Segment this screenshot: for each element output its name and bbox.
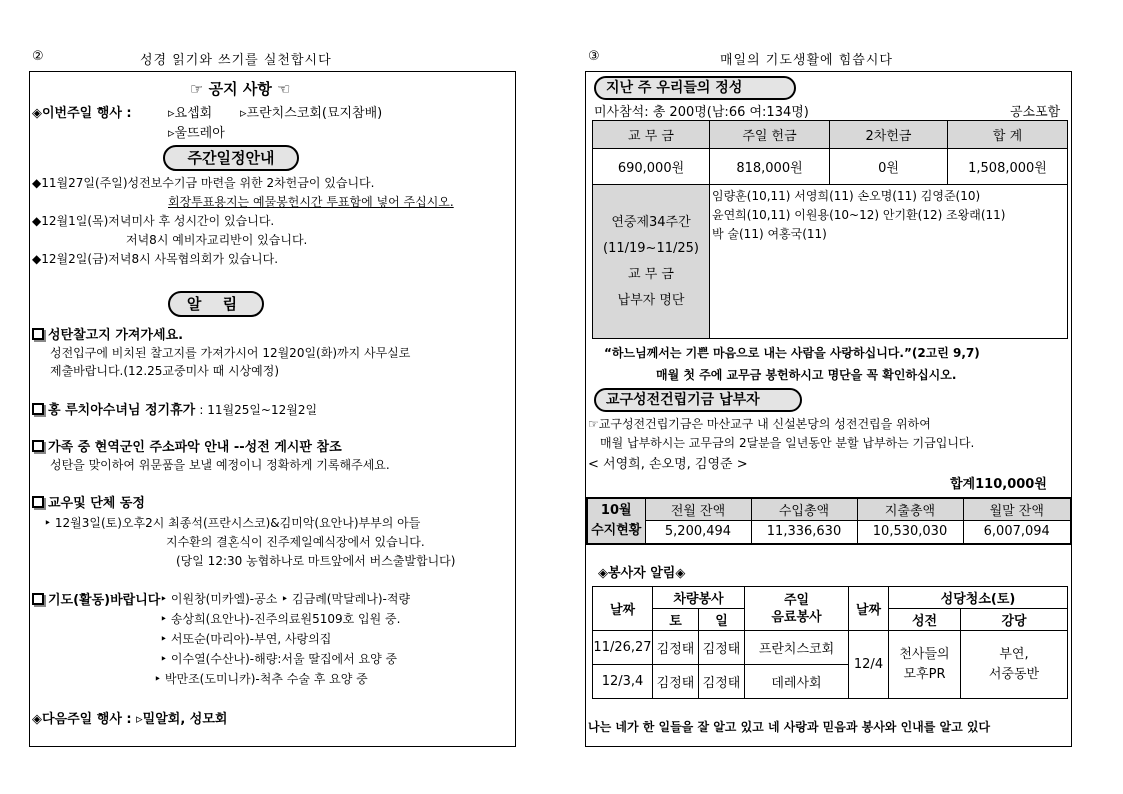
attendance-note: 공소포함 (1010, 105, 1061, 120)
offering-header: 합 계 (948, 121, 1068, 149)
checkbox-square-icon (32, 328, 44, 340)
finance-header: 월말 잔액 (963, 498, 1071, 520)
weekly-item: 회장투표용지는 예물봉헌시간 투표함에 넣어 주십시오. (168, 195, 454, 209)
vol-cell: 김정태 (653, 665, 699, 699)
payers-line: 임량훈(10,11) 서영희(11) 손오명(11) 김영준(10) (712, 189, 981, 203)
vol-hall: 서중동반 (988, 666, 1040, 682)
alim-item-title: 가족 중 현역군인 주소파악 안내 --성전 게시판 참조 (32, 436, 342, 455)
finance-value: 6,007,094 (963, 520, 1071, 544)
vol-header: 일 (699, 609, 745, 631)
vol-header: 차량봉사 (653, 587, 745, 609)
vol-header: 날짜 (593, 587, 653, 631)
checkbox-square-icon (32, 496, 44, 508)
prayer-title: 기도(활동)바랍니다 (32, 589, 160, 608)
right-page-number: ③ (588, 49, 601, 64)
finance-label: 수지현황 (591, 523, 642, 538)
vol-cell: 프란치스코회 (745, 631, 849, 665)
quote: “하느님께서는 기쁜 마음으로 내는 사람을 사랑하십니다.”(2고린 9,7) (604, 346, 980, 360)
weekly-schedule-title: 주간일정안내 (163, 145, 299, 171)
vol-header: 성전 (889, 609, 961, 631)
vol-cell: 김정태 (699, 665, 745, 699)
payers-cell (710, 185, 1068, 339)
offering-header: 2차헌금 (830, 121, 948, 149)
alim-item-line: 성탄을 맞이하여 위문품을 보낼 예정이니 정확하게 기록해주세요. (50, 458, 390, 472)
event-item: ▹울뜨레아 (168, 126, 225, 141)
vol-cell: 12/4 (849, 631, 889, 699)
vol-header: 강당 (961, 609, 1068, 631)
finance-label-cell (587, 498, 645, 544)
finance-header: 전월 잔액 (645, 498, 751, 520)
vol-cell: 데레사회 (745, 665, 849, 699)
offering-value: 690,000원 (593, 149, 710, 185)
week-label: (11/19~11/25) (603, 240, 699, 256)
weekly-item: 저녁8시 예비자교리반이 있습니다. (126, 233, 308, 247)
event-item: ▹요셉회 (168, 106, 213, 121)
weekly-item: ◆12월1일(목)저녁미사 후 성시간이 있습니다. (32, 214, 275, 228)
finance-value: 5,200,494 (645, 520, 751, 544)
weekly-item: ◆11월27일(주일)성전보수기금 마련을 위한 2차헌금이 있습니다. (32, 176, 375, 190)
offering-table (592, 120, 1068, 339)
volunteer-table (592, 586, 1068, 699)
alim-item-title: 홍 루치아수녀님 정기휴가 : 11월25일~12월2일 (32, 399, 317, 418)
quote-note: 매월 첫 주에 교무금 봉헌하시고 명단을 꼭 확인하십시오. (656, 368, 957, 382)
vol-cell (961, 631, 1068, 699)
building-fund-line: ☞교구성전건립기금은 마산교구 내 신설본당의 성전건립을 위하여 (588, 417, 931, 431)
vol-sanctuary: 천사들의 (899, 646, 950, 662)
finance-label: 10월 (600, 503, 632, 518)
vol-header: 토 (653, 609, 699, 631)
building-fund-names: < 서영희, 손오명, 김영준 > (588, 457, 748, 472)
alim-item-line: ‣ 12월3일(토)오후2시 최종석(프란시스코)&김미악(요안나)부부의 아들 (44, 516, 421, 530)
left-panel (29, 71, 516, 747)
next-event: ◈다음주일 행사 : ▹밀알회, 성모회 (32, 712, 228, 727)
right-panel (585, 71, 1072, 747)
week-label: 연중제34주간 (611, 214, 691, 230)
prayer-line: ‣ 서또순(마리아)-부연, 사랑의집 (160, 632, 332, 646)
volunteer-title: ◈봉사자 알림◈ (598, 566, 686, 581)
offering-value: 0원 (830, 149, 948, 185)
building-fund-line: 매월 납부하시는 교무금의 2달분을 일년동안 분할 납부하는 기금입니다. (600, 436, 975, 450)
finance-value: 11,336,630 (751, 520, 857, 544)
checkbox-square-icon (32, 440, 44, 452)
weekly-item: ◆12월2일(금)저녁8시 사목협의회가 있습니다. (32, 252, 279, 266)
vol-sanctuary: 모후PR (903, 666, 946, 682)
prayer-line: ‣ 박만조(도미니카)-척추 수술 후 요양 중 (154, 672, 368, 686)
vol-header: 날짜 (849, 587, 889, 631)
alim-item-line: 지수환의 결혼식이 진주제일예식장에서 있습니다. (166, 535, 425, 549)
checkbox-square-icon (32, 593, 44, 605)
prayer-line: ‣ 송상희(요안나)-진주의료원5109호 입원 중. (160, 612, 401, 626)
vol-cell: 12/3,4 (593, 665, 653, 699)
payers-line: 윤연희(10,11) 이원용(10~12) 안기환(12) 조왕래(11) (712, 208, 1006, 222)
prayer-line: ‣ 이원창(미카엘)-공소 ‣ 김금례(막달레나)-적량 (160, 592, 411, 606)
building-fund-total: 합계110,000원 (950, 477, 1047, 492)
offering-title: 지난 주 우리들의 정성 (594, 76, 796, 100)
notice-title: ☞ 공지 사항 ☜ (190, 80, 291, 98)
finance-header: 지출총액 (857, 498, 963, 520)
alim-item-line: (당일 12:30 농협하나로 마트앞에서 버스출발합니다) (176, 554, 456, 568)
notice-alim-title: 알 림 (168, 291, 264, 317)
building-fund-title: 교구성전건립기금 납부자 (594, 388, 802, 412)
vol-cell (889, 631, 961, 699)
vol-cell: 11/26,27 (593, 631, 653, 665)
event-item: ▹프란치스코회(묘지참배) (240, 106, 383, 121)
finance-table (586, 497, 1072, 545)
vol-header: 성당청소(토) (889, 587, 1068, 609)
vol-cell: 김정태 (653, 631, 699, 665)
week-label: 교 무 금 (628, 266, 674, 282)
alim-item-line: 제출바랍니다.(12.25교중미사 때 시상예정) (50, 364, 280, 378)
attendance: 미사참석: 총 200명(남:66 여:134명) (594, 105, 809, 120)
vol-cell: 김정태 (699, 631, 745, 665)
week-label: 납부자 명단 (617, 292, 685, 308)
finance-value: 10,530,030 (857, 520, 963, 544)
right-header: 매일의 기도생활에 힘씁시다 (720, 53, 893, 68)
event-label: ◈이번주일 행사 : (32, 106, 132, 121)
vol-header: 주일 음료봉사 (745, 587, 849, 631)
vol-hall: 부연, (999, 646, 1029, 662)
left-header: 성경 읽기와 쓰기를 실천합시다 (140, 53, 332, 68)
offering-value: 1,508,000원 (948, 149, 1068, 185)
payers-line: 박 술(11) 여홍국(11) (712, 227, 827, 241)
offering-header: 주일 헌금 (710, 121, 830, 149)
prayer-line: ‣ 이수열(수산나)-해량:서울 딸집에서 요양 중 (160, 652, 398, 666)
checkbox-square-icon (32, 403, 44, 415)
footer-verse: 나는 네가 한 일들을 잘 알고 있고 네 사랑과 믿음과 봉사와 인내를 알고 있다 (588, 720, 991, 734)
alim-item-line: 성전입구에 비치된 찰고지를 가져가시어 12월20일(화)까지 사무실로 (50, 346, 411, 360)
offering-header: 교 무 금 (593, 121, 710, 149)
finance-header: 수입총액 (751, 498, 857, 520)
alim-item-title: 교우및 단체 동정 (32, 492, 145, 511)
week-label-cell (593, 185, 710, 339)
alim-item-title: 성탄찰고지 가져가세요. (32, 324, 183, 343)
offering-value: 818,000원 (710, 149, 830, 185)
left-page-number: ② (32, 49, 45, 64)
